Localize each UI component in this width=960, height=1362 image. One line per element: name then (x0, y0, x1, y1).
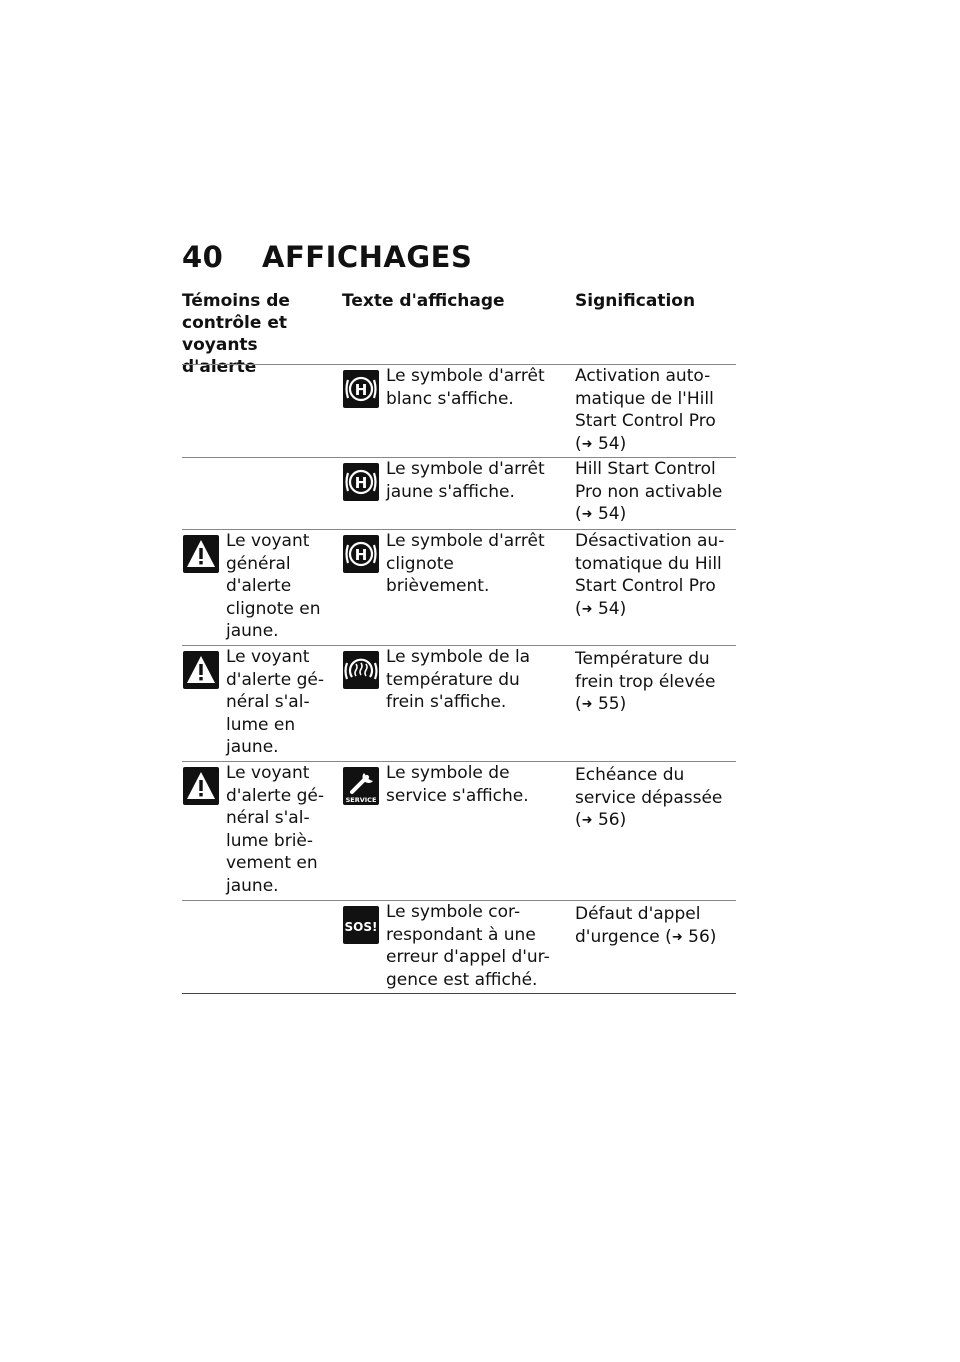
arrow-icon: ➜ (581, 813, 593, 828)
page-ref: 54 (597, 433, 620, 454)
meaning-text: Activation auto-matique de l'Hill Start Control Pro (➜ 54) (575, 366, 716, 454)
display-text: Le symbole cor-respondant à une erreur d'appel d'ur-gence est affiché. (386, 902, 550, 990)
arrow-icon: ➜ (581, 436, 593, 452)
meaning-label: Hill Start Control Pro non activable (575, 459, 723, 502)
header-indicators: Témoins de contrôle et voyants d'alerte (182, 291, 290, 377)
meaning-label: Température du frein trop élevée (575, 649, 716, 692)
arrow-icon: ➜ (671, 929, 683, 945)
warning-triangle-icon (183, 651, 219, 689)
table-row (182, 529, 736, 645)
hill-hold-icon (343, 370, 379, 408)
svg-text:H: H (354, 381, 368, 399)
brake-temperature-icon (343, 651, 379, 689)
svg-text:H: H (354, 546, 368, 564)
table-row (182, 645, 736, 761)
table-row (182, 364, 736, 457)
page-ref: 54 (597, 598, 620, 619)
display-text: Le symbole d'arrêt blanc s'affiche. (386, 366, 545, 409)
page-ref: 56 (597, 810, 620, 830)
meaning-label: Echéance du service dépassée (575, 765, 723, 808)
service-icon-label: SERVICE (345, 796, 377, 804)
meaning-text: Hill Start Control Pro non activable (➜ 54) (575, 459, 723, 524)
sos-icon-label: SOS! (344, 920, 378, 934)
hill-hold-icon (343, 535, 379, 573)
meaning-label: Activation auto-matique de l'Hill Start Control Pro (575, 366, 716, 431)
arrow-icon: ➜ (581, 601, 593, 617)
indicator-text: Le voyant général d'alerte clignote en jaune. (226, 531, 321, 641)
warning-triangle-icon (183, 767, 219, 805)
page-header (182, 240, 472, 274)
indicator-text: Le voyant d'alerte gé-néral s'al-lume en jaune. (226, 647, 324, 757)
display-text: Le symbole de la température du frein s'affiche. (386, 647, 531, 712)
page-ref: 54 (597, 504, 620, 524)
table-row (182, 457, 736, 529)
display-text: Le symbole d'arrêt jaune s'affiche. (386, 459, 545, 502)
page-ref: 56 (688, 926, 710, 947)
meaning-text: Désactivation au-tomatique du Hill Start Control Pro (➜ 54) (575, 531, 725, 619)
meaning-text: Défaut d'appel d'urgence (➜ 56) (575, 904, 717, 947)
arrow-icon: ➜ (581, 697, 593, 712)
table-row (182, 900, 736, 994)
page-ref: 55 (597, 694, 620, 714)
header-display-text: Texte d'affichage (342, 291, 505, 311)
indicator-text: Le voyant d'alerte gé-néral s'al-lume briè-vement en jaune. (226, 763, 324, 896)
arrow-icon: ➜ (581, 507, 593, 522)
header-meaning: Signification (575, 291, 696, 311)
display-text: Le symbole d'arrêt clignote brièvement. (386, 531, 545, 596)
meaning-text: Echéance du service dépassée (➜ 56) (575, 765, 723, 830)
table-rows (182, 364, 736, 994)
meaning-text: Température du frein trop élevée (➜ 55) (575, 649, 716, 714)
hill-hold-icon (343, 463, 379, 501)
meaning-label: Désactivation au-tomatique du Hill Start Control Pro (575, 531, 725, 596)
meaning-label: Défaut d'appel d'urgence (575, 904, 701, 947)
display-text: Le symbole de service s'affiche. (386, 763, 529, 806)
page-title: AFFICHAGES (262, 240, 473, 274)
svg-text:H: H (354, 474, 368, 492)
warning-triangle-icon (183, 535, 219, 573)
service-icon (343, 767, 379, 805)
sos-icon (343, 906, 379, 944)
table-row (182, 761, 736, 900)
page-number: 40 (182, 240, 224, 274)
